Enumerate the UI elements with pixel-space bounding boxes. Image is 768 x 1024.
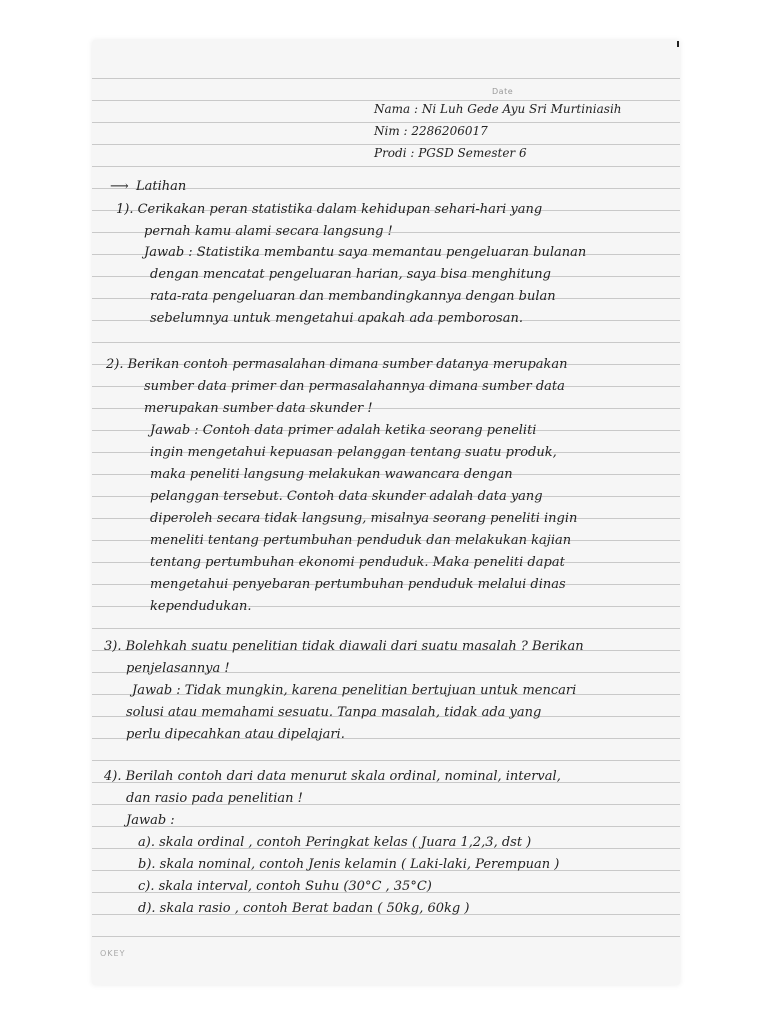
pen-mark — [677, 41, 679, 47]
q3-line: penjelasannya ! — [126, 661, 230, 676]
q2-answer-line: maka peneliti langsung melakukan wawancara dengan — [150, 467, 513, 482]
ruled-line — [92, 342, 680, 343]
q3-answer-line: solusi atau memahami sesuatu. Tanpa masalah, tidak ada yang — [126, 705, 542, 720]
q3-answer-line: Jawab : Tidak mungkin, karena penelitian bertujuan untuk mencari — [132, 683, 577, 698]
ruled-line — [92, 826, 680, 827]
q4-answer-line: b). skala nominal, contoh Jenis kelamin ( Laki-laki, Perempuan ) — [138, 857, 560, 872]
q2-answer-line: Jawab : Contoh data primer adalah ketika seorang peneliti — [150, 423, 537, 438]
student-prodi: Prodi : PGSD Semester 6 — [374, 146, 527, 160]
q2-answer-line: mengetahui penyebaran pertumbuhan penduduk melalui dinas — [150, 577, 566, 592]
ruled-line — [92, 166, 680, 167]
q2-answer-line: kependudukan. — [150, 599, 252, 614]
q1-line: pernah kamu alami secara langsung ! — [144, 224, 393, 239]
ruled-line — [92, 628, 680, 629]
q3-line: 3). Bolehkah suatu penelitian tidak diawali dari suatu masalah ? Berikan — [104, 639, 584, 654]
q3-answer-line: perlu dipecahkan atau dipelajari. — [126, 727, 345, 742]
q1-answer-line: sebelumnya untuk mengetahui apakah ada pemborosan. — [150, 311, 523, 326]
q4-answer-line: a). skala ordinal , contoh Peringkat kelas ( Juara 1,2,3, dst ) — [138, 835, 532, 850]
ruled-line — [92, 936, 680, 937]
student-name: Nama : Ni Luh Gede Ayu Sri Murtiniasih — [374, 102, 622, 116]
q2-answer-line: meneliti tentang pertumbuhan penduduk dan melakukan kajian — [150, 533, 572, 548]
q2-answer-line: ingin mengetahui kepuasan pelanggan tentang suatu produk, — [150, 445, 557, 460]
notebook-page — [92, 40, 680, 985]
q2-line: 2). Berikan contoh permasalahan dimana sumber datanya merupakan — [106, 357, 568, 372]
q2-answer-line: diperoleh secara tidak langsung, misalnya seorang peneliti ingin — [150, 511, 578, 526]
ruled-line — [92, 78, 680, 79]
q4-answer-line: c). skala interval, contoh Suhu (30°C , 35°C) — [138, 879, 432, 894]
section-title: Latihan — [136, 179, 187, 194]
q2-answer-line: tentang pertumbuhan ekonomi penduduk. Maka peneliti dapat — [150, 555, 565, 570]
q1-answer-line: rata-rata pengeluaran dan membandingkannya dengan bulan — [150, 289, 556, 304]
ruled-line — [92, 760, 680, 761]
q4-answer-line: d). skala rasio , contoh Berat badan ( 50kg, 60kg ) — [138, 901, 470, 916]
q1-answer-line: dengan mencatat pengeluaran harian, saya bisa menghitung — [150, 267, 551, 282]
q1-answer-line: Jawab : Statistika membantu saya memantau pengeluaran bulanan — [144, 245, 587, 260]
q4-line: 4). Berilah contoh dari data menurut skala ordinal, nominal, interval, — [104, 769, 561, 784]
q4-answer-line: Jawab : — [126, 813, 175, 828]
date-label: Date — [492, 87, 514, 96]
section-arrow: ⟶ — [110, 179, 129, 194]
q2-line: sumber data primer dan permasalahannya dimana sumber data — [144, 379, 565, 394]
student-nim: Nim : 2286206017 — [374, 124, 488, 138]
q4-line: dan rasio pada penelitian ! — [126, 791, 303, 806]
notebook-brand: OKEY — [100, 949, 126, 958]
q1-line: 1). Cerikakan peran statistika dalam kehidupan sehari-hari yang — [116, 202, 543, 217]
q2-answer-line: pelanggan tersebut. Contoh data skunder adalah data yang — [150, 489, 543, 504]
q2-line: merupakan sumber data skunder ! — [144, 401, 373, 416]
